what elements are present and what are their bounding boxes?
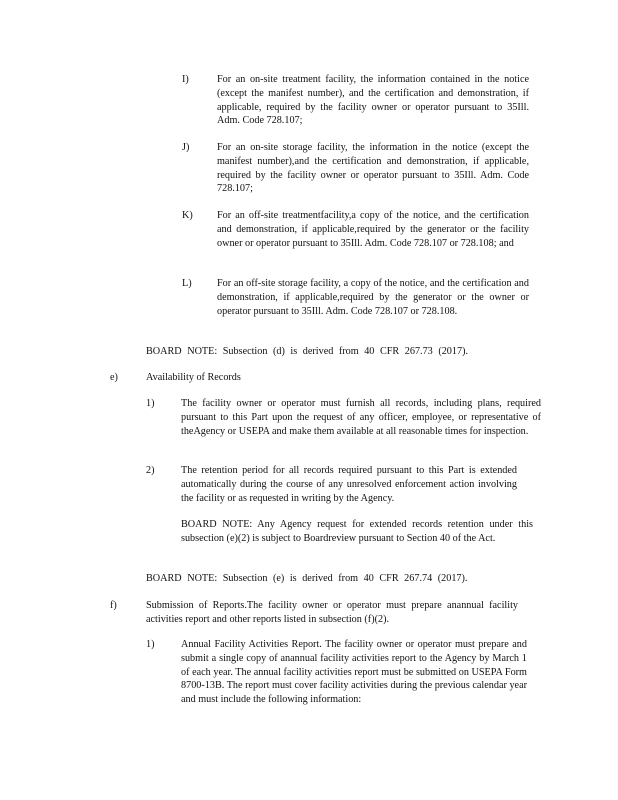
item-text: The retention period for all records required pursuant to this Part is extended automatically during the course of any unresolved enforcement action involving the facility or as requested in writing by the Agency.	[181, 465, 517, 504]
item-text: For an off-site treatmentfacility,a copy of the notice, and the certification and demonstration, if applicable,required by the generator or the facility owner or operator pursuant to 35Ill. Adm. Code 728.107 or 728.108; and	[217, 210, 529, 249]
item-label: 1)	[146, 398, 155, 409]
item-text: The facility owner or operator must furnish all records, including plans, required pursuant to this Part upon the request of any officer, employee, or representative of theAgency or USEPA and make them available at all reasonable times for inspection.	[181, 398, 541, 437]
board-note-e2: BOARD NOTE: Any Agency request for extended records retention under this subsection (e)(2) is subject to Boardreview pursuant to Section 40 of the Act.	[181, 519, 533, 544]
board-note-d: BOARD NOTE: Subsection (d) is derived from 40 CFR 267.73 (2017).	[146, 346, 469, 357]
section-title: Availability of Records	[146, 372, 241, 383]
item-text: For an on-site treatment facility, the information contained in the notice (except the manifest number), and the certification and demonstration, if applicable, required by the facility owner or operator pursuant to 35Ill. Adm. Code 728.107;	[217, 74, 529, 127]
section-label: e)	[110, 372, 118, 383]
section-label: f)	[110, 600, 117, 611]
item-label: I)	[182, 74, 189, 85]
item-label: 2)	[146, 465, 155, 476]
item-label: K)	[182, 210, 193, 221]
section-text: Submission of Reports.The facility owner or operator must prepare anannual facility activities report and other reports listed in subsection (f)(2).	[146, 600, 518, 625]
item-label: J)	[182, 142, 190, 153]
board-note-e: BOARD NOTE: Subsection (e) is derived from 40 CFR 267.74 (2017).	[146, 573, 468, 584]
item-text: For an off-site storage facility, a copy of the notice, and the certification and demonstration, if applicable,required by the generator or the owner or operator pursuant to 35Ill. Adm. Code 728.107 or 728.108.	[217, 278, 529, 317]
item-label: L)	[182, 278, 192, 289]
item-text: Annual Facility Activities Report. The facility owner or operator must prepare and submit a single copy of anannual facility activities report to the Agency by March 1 of each year. The annual facility activities report must be submitted on USEPA Form 8700-13B. The report must cover facility activities during the previous calendar year and must include the following information:	[181, 639, 527, 706]
item-label: 1)	[146, 639, 155, 650]
item-text: For an on-site storage facility, the information in the notice (except the manifest number),and the certification and demonstration, if applicable, required by the facility owner or operator pursuant to 35Ill. Adm. Code 728.107;	[217, 142, 529, 195]
